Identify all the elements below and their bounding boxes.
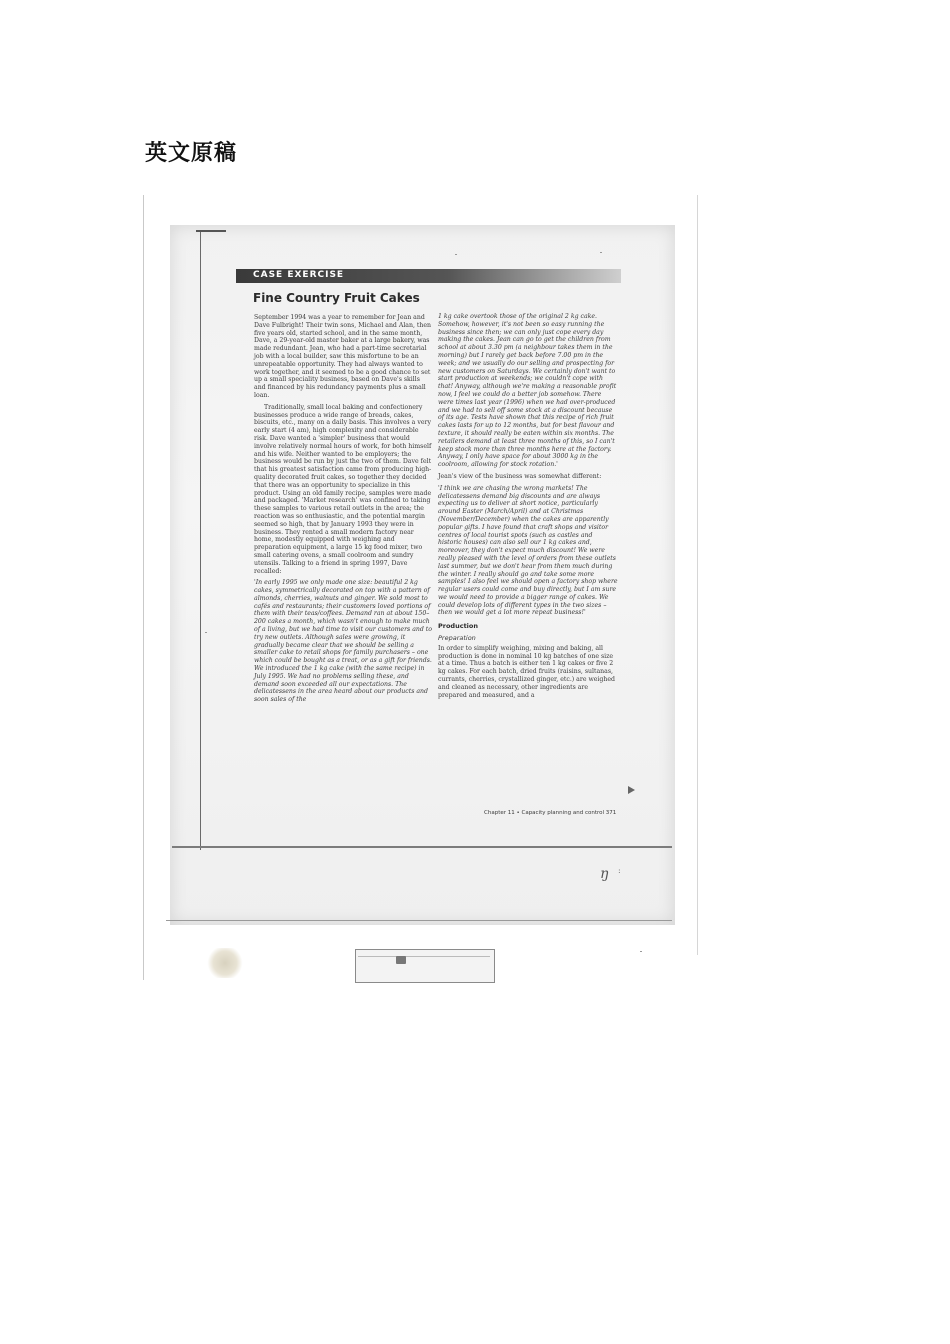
paragraph: Traditionally, small local baking and confectionery businesses produce a wide range of breads, cakes, biscuits, etc., many on a daily basis. This involves a very early start (4 am), high complexity and considerable risk. Dave wanted a 'simpler' business that would involve relatively normal hours of work, for both himself and his wife. Neither wanted to be employers; the business would be run by just the two of them. Dave felt that his greatest satisfaction came from producing high-quality decorated fruit cakes, so together they decided that there was an opportunity to specialize in this product. Using an old family recipe, samples were made and packaged. 'Market research' was confined to taking these samples to various retail outlets in the area; the reaction was so enthusiastic, and the potential margin seemed so high, that by January 1993 they were in business. They rented a small modern factory near home, modestly equipped with weighing and preparation equipment, a large 15 kg food mixer, two small catering ovens, a small coolroom and sundry utensils. Talking to a friend in spring 1997, Dave recalled: [254, 403, 432, 575]
page-footer: Chapter 11 • Capacity planning and control 371 [484, 810, 617, 816]
continue-arrow-icon [628, 786, 635, 794]
preparation-heading: Preparation [438, 634, 476, 643]
play-icon [396, 956, 406, 964]
page-corner-mark [196, 230, 226, 232]
quote-paragraph: 'In early 1995 we only made one size: beautiful 2 kg cakes, symmetrically decorated on top with a pattern of almonds, cherries, walnuts and ginger. We sold most to cafés and restaurants; their customers loved portions of them with their teas/coffees. Demand ran at about 150–200 cakes a month, which wasn't enough to make much of a living, but we had time to visit our customers and to try new outlets. Although sales were growing, it gradually became clear that we should be selling a smaller cake to retail shops for family purchasers – one which could be bought as a treat, or as a gift for friends. We introduced the 1 kg cake (with the same recipe) in July 1995. We had no problems selling these, and demand soon exceeded all our expectations. The delicatessens in the area heard about our products and soon sales of the [254, 579, 433, 704]
page-fold-line [172, 846, 672, 848]
scan-speck [205, 632, 207, 633]
scan-smudge [207, 948, 243, 978]
scan-edge [143, 195, 144, 980]
production-heading: Production [438, 622, 478, 631]
scan-speck [600, 252, 602, 253]
page-heading: 英文原稿 [145, 141, 238, 166]
tab-box-inner [358, 956, 490, 979]
quote-paragraph: 'I think we are chasing the wrong markets! The delicatessens demand big discounts and are always expecting us to deliver at short notice, particularly around Easter (March/April) and at Christmas (November/December) when the cakes are apparently popular gifts. I have found that craft shops and visitor centres of local tourist spots (such as castles and historic houses) can also sell our 1 kg cakes and, moreover, they don't expect much discount! We were really pleased with the level of orders from these outlets last summer, but we don't hear from them much during the winter. I really should go and take some more samples! I also feel we should open a factory shop where regular users could come and buy directly, but I am sure we would need to provide a bigger range of cakes. We could develop lots of different types in the two sizes – then we would get a lot more repeat business!' [438, 484, 618, 617]
scanner-tab-box [355, 949, 495, 983]
page-margin-line [200, 230, 201, 850]
scan-speck [455, 254, 457, 255]
paragraph: September 1994 was a year to remember for Jean and Dave Fulbright! Their twin sons, Michael and Alan, then five years old, started school, and in the same month, Dave, a 29-year-old master baker at a large bakery, was made redundant. Jean, who had a part-time secretarial job with a local builder, saw this misfortune to be an unrepeatable opportunity. They had always wanted to work together, and it seemed to be a good chance to set up a small speciality business, based on Dave's skills and financed by his redundancy payments plus a small loan. [254, 314, 432, 399]
case-exercise-label: CASE EXERCISE [253, 270, 345, 280]
paragraph: Jean's view of the business was somewhat different: [438, 472, 602, 480]
handwritten-dots: : [618, 866, 621, 875]
right-text-column [438, 313, 618, 703]
page-bottom-edge [166, 920, 672, 921]
handwritten-mark: ŋ [600, 866, 610, 882]
paragraph: In order to simplify weighing, mixing and baking, all production is done in nominal 10 kg batches of one size at a time. Thus a batch is either ten 1 kg cakes or five 2 kg cakes. For each batch, dried fruits (raisins, sultanas, currants, cherries, crystallized ginger, etc.) are weighed and cleaned as necessary, other ingredients are prepared and measured, and a [438, 644, 615, 699]
scan-speck [640, 951, 642, 952]
left-text-column [254, 314, 432, 708]
scan-edge [697, 195, 698, 955]
case-title: Fine Country Fruit Cakes [253, 291, 420, 305]
quote-paragraph: 1 kg cake overtook those of the original 2 kg cake. Somehow, however, it's not been so easy running the business since then; we can only just cope every day making the cakes. Jean can go to get the children from school at about 3.30 pm (a neighbour takes them in the morning) but I rarely get back before 7.00 pm in the week; and we usually do our selling and prospecting for new customers on Saturdays. We certainly don't want to start production at weekends; we couldn't cope with that! Anyway, although we're making a reasonable profit now, I feel we could do a better job somehow. There were times last year (1996) when we had over-produced and we had to sell off some stock at a discount because of its age. Tests have shown that this recipe of rich fruit cakes lasts for up to 12 months, but for best flavour and texture, it should really be eaten within six months. The retailers demand at least three months of this, so I can't keep stock more than three months here at the factory. Anyway, I only have space for about 3000 kg in the coolroom, allowing for stock rotation.' [438, 313, 617, 469]
